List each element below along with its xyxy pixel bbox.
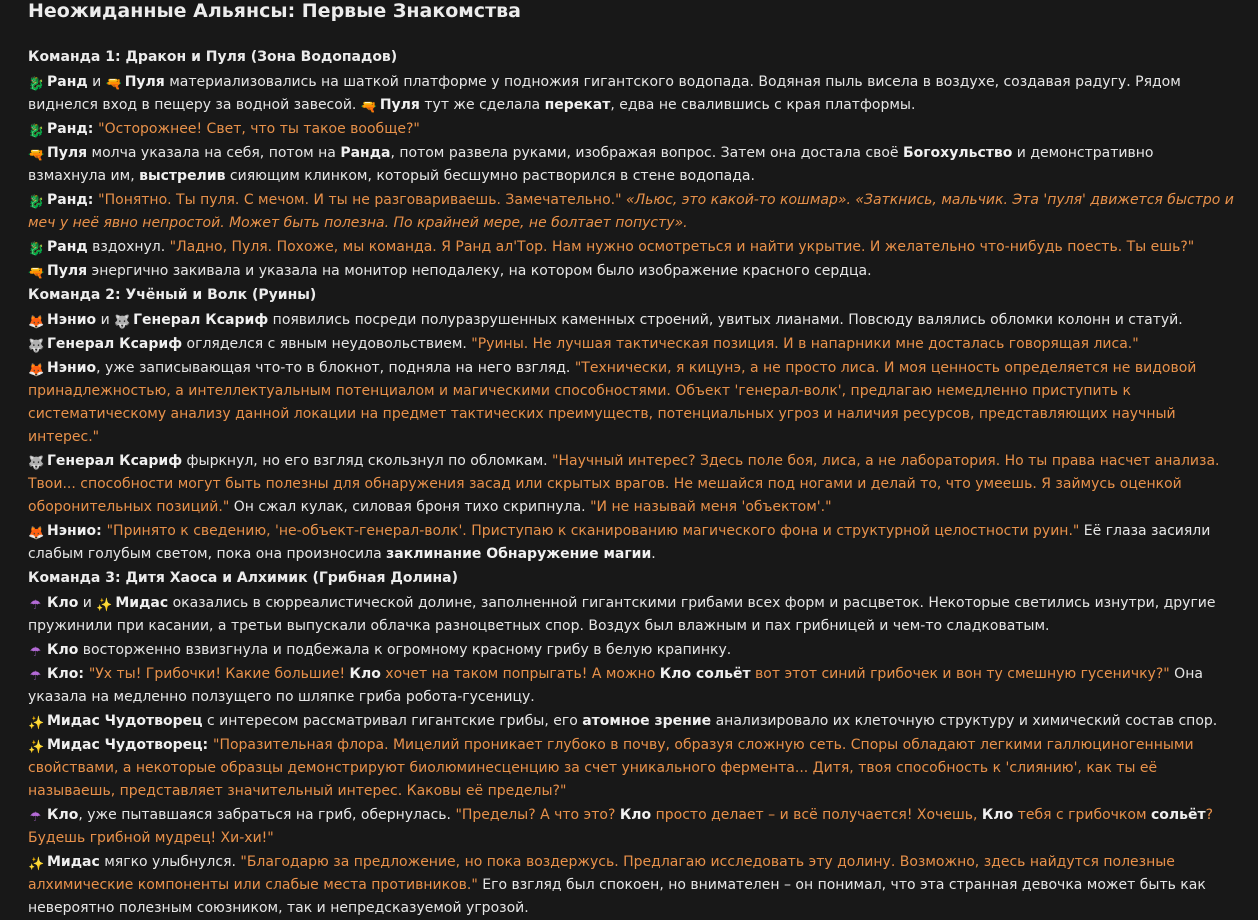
paragraph xyxy=(28,189,1234,235)
team-2-heading: Команда 2: Учёный и Волк (Руины) xyxy=(28,287,317,303)
dragon-icon: 🐉 xyxy=(28,242,45,257)
text: восторженно взвизгнула и подбежала к огромному красному грибу в белую крапинку. xyxy=(78,642,732,658)
emphasis: сольёт xyxy=(1150,807,1206,823)
character-name: Нэнио xyxy=(47,312,97,328)
character-name: Кло xyxy=(47,642,79,658)
text: Её глаза засияли слабым голубым светом, пока она произносила xyxy=(28,523,1211,562)
wolf-icon: 🐺 xyxy=(28,456,45,471)
text: фыркнул, но его взгляд скользнул по обломкам. xyxy=(182,453,553,469)
paragraph xyxy=(28,118,1234,141)
character-name: Нэнио xyxy=(47,360,97,376)
sparkles-icon: ✨ xyxy=(96,598,113,613)
text: : xyxy=(78,666,89,682)
pistol-icon: 🔫 xyxy=(28,148,45,163)
fox-icon: 🦊 xyxy=(28,526,45,541)
sparkles-icon: ✨ xyxy=(28,857,45,872)
text: тут же сделала xyxy=(419,97,545,113)
character-name: Пуля xyxy=(124,74,165,90)
text: , потом развела руками, изображая вопрос. Затем она достала своё xyxy=(390,145,903,161)
page-title: Неожиданные Альянсы: Первые Знакомства xyxy=(28,0,521,22)
character-name: Ранд xyxy=(47,239,88,255)
speech: "И не называй меня 'объектом'." xyxy=(590,499,832,515)
speech: "Пределы? А что это? xyxy=(455,807,620,823)
wolf-icon: 🐺 xyxy=(28,339,45,354)
speech: "Осторожнее! Свет, что ты такое вообще?" xyxy=(98,121,420,137)
speech: хочет на таком попрыгать! А можно xyxy=(380,666,660,682)
speech: "Руины. Не лучшая тактическая позиция. И в напарники мне досталась говорящая лиса." xyxy=(471,336,1139,352)
paragraph xyxy=(28,804,1234,850)
text: . xyxy=(651,546,656,562)
dragon-icon: 🐉 xyxy=(28,124,45,139)
character-name: Ранда xyxy=(340,145,391,161)
text: молча указала на себя, потом на xyxy=(87,145,341,161)
paragraph xyxy=(28,639,1234,662)
paragraph xyxy=(28,592,1234,638)
text: : xyxy=(87,192,99,208)
character-name: Пуля xyxy=(47,263,88,279)
speech: "Ладно, Пуля. Похоже, мы команда. Я Ранд ал'Тор. Нам нужно осмотреться и найти укрытие. И желательно что-нибудь поесть. Ты ешь?" xyxy=(169,239,1195,255)
speech: "Благодарю за предложение, но пока воздержусь. Предлагаю исследовать эту долину. Возможно, здесь найдутся полезные алхимические компоненты или слабые места противников." xyxy=(28,854,1175,893)
umbrella-icon: ☂ xyxy=(29,645,42,660)
character-name: Генерал Ксариф xyxy=(47,336,183,352)
umbrella-icon: ☂ xyxy=(29,810,42,825)
paragraph xyxy=(28,851,1234,920)
character-name: Генерал Ксариф xyxy=(47,453,183,469)
speech: вот этот синий грибочек и вон ту смешную гусеничку?" xyxy=(750,666,1170,682)
character-name: Кло xyxy=(47,595,79,611)
text: Он сжал кулак, силовая броня тихо скрипнула. xyxy=(229,499,591,515)
dragon-icon: 🐉 xyxy=(28,77,45,92)
sparkles-icon: ✨ xyxy=(28,716,45,731)
text: материализовались на шаткой платформе у подножия гигантского водопада. Водяная пыль висела в воздухе, создавая радугу. Рядом виднелся вход в пещеру за водной завесой. xyxy=(28,74,1181,113)
text: мягко улыбнулся. xyxy=(99,854,241,870)
character-name: Мидас Чудотворец xyxy=(47,737,203,753)
paragraph xyxy=(28,663,1234,709)
emphasis: перекат xyxy=(544,97,611,113)
speech: "Ух ты! Грибочки! Какие большие! xyxy=(88,666,350,682)
paragraph xyxy=(28,236,1234,259)
speech: "Понятно. Ты пуля. С мечом. И ты не разговариваешь. Замечательно." xyxy=(98,192,622,208)
text: вздохнул. xyxy=(87,239,170,255)
paragraph xyxy=(28,260,1234,283)
text: анализировало их клеточную структуру и химический состав спор. xyxy=(711,713,1218,729)
dragon-icon: 🐉 xyxy=(28,195,45,210)
speech: "Технически, я кицунэ, а не просто лиса. И моя ценность определяется не видовой принадлежностью, а интеллектуальным потенциалом и магическими способностями. Объект 'генерал-волк', предлагаю немедленно приступить к систематическому анализу данной локации на предмет тактических преимуществ, потенциальных угроз и наличия ресурсов, представляющих научный интерес." xyxy=(28,360,1197,445)
wolf-icon: 🐺 xyxy=(114,315,131,330)
character-name: Мидас xyxy=(115,595,169,611)
character-name: Ранд xyxy=(47,74,88,90)
emphasis: атомное зрение xyxy=(582,713,712,729)
character-name: Мидас Чудотворец xyxy=(47,713,203,729)
umbrella-icon: ☂ xyxy=(29,598,42,613)
speech: тебя с грибочком xyxy=(1013,807,1151,823)
speech: "Принято к сведению, 'не-объект-генерал-волк'. Приступаю к сканированию магического фона и структурной целостности руин." xyxy=(106,523,1080,539)
character-name: Пуля xyxy=(47,145,88,161)
character-name: Кло xyxy=(349,666,381,682)
character-name: Ранд xyxy=(47,121,88,137)
text: огляделся с явным неудовольствием. xyxy=(182,336,472,352)
sparkles-icon: ✨ xyxy=(28,740,45,755)
text: и xyxy=(78,595,97,611)
paragraph xyxy=(28,710,1234,733)
text: : xyxy=(96,523,107,539)
character-name: Мидас xyxy=(47,854,100,870)
text: и xyxy=(96,312,115,328)
paragraph xyxy=(28,357,1234,449)
paragraph xyxy=(28,450,1234,519)
paragraph xyxy=(28,734,1234,803)
text: , уже пытавшаяся забраться на гриб, обернулась. xyxy=(78,807,456,823)
speech: просто делает – и всё получается! Хочешь, xyxy=(651,807,982,823)
team-3-heading: Команда 3: Дитя Хаоса и Алхимик (Грибная Долина) xyxy=(28,570,459,586)
text: , едва не свалившись с края платформы. xyxy=(610,97,916,113)
character-name: Генерал Ксариф xyxy=(133,312,269,328)
text: : xyxy=(202,737,214,753)
character-name: Ранд xyxy=(47,192,88,208)
team-1-heading: Команда 1: Дракон и Пуля (Зона Водопадов) xyxy=(28,49,398,65)
speech: "Научный интерес? Здесь поле боя, лиса, а не лаборатория. Но ты права насчет анализа. Твои... способности могут быть полезны для обнаружения засад или скрытых врагов. Не мешайся под ногами и делай то, что умеешь. Я займусь оценкой оборонительных позиций." xyxy=(28,453,1220,515)
paragraph xyxy=(28,520,1234,566)
speech: ? Будешь грибной мудрец! Хи-хи!" xyxy=(28,807,1214,846)
umbrella-icon: ☂ xyxy=(29,669,42,684)
speech: "Поразительная флора. Мицелий проникает глубоко в почву, образуя сложную сеть. Споры обладают легкими галлюциногенными свойствами, а некоторые образцы демонстрируют биолюминесценцию за счет уникального фермента... Дитя, твоя способность к 'слиянию', как ты её называешь, представляет значительный интерес. Каковы её пределы?" xyxy=(28,737,1194,799)
text: : xyxy=(87,121,99,137)
emphasis: выстрелив xyxy=(139,168,226,184)
pistol-icon: 🔫 xyxy=(105,77,122,92)
text: с интересом рассматривал гигантские грибы, его xyxy=(202,713,583,729)
paragraph xyxy=(28,71,1234,117)
text: сияющим клинком, который бесшумно растворился в стене водопада. xyxy=(225,168,755,184)
character-name: Кло xyxy=(47,666,79,682)
text: , уже записывающая что-то в блокнот, подняла на него взгляд. xyxy=(96,360,575,376)
inner-thought: «Льюс, это какой-то кошмар». «Заткнись, мальчик. Эта 'пуля' движется быстро и меч у неё явно непростой. Может быть полезна. По крайней мере, не болтает попусту». xyxy=(28,192,1234,231)
text: Его взгляд был спокоен, но внимателен – он понимал, что эта странная девочка может быть как невероятно полезным союзником, так и непредсказуемой угрозой. xyxy=(28,877,1206,916)
text: и xyxy=(87,74,106,90)
fox-icon: 🦊 xyxy=(28,363,45,378)
text: энергично закивала и указала на монитор неподалеку, на котором было изображение красного сердца. xyxy=(87,263,872,279)
paragraph xyxy=(28,309,1234,332)
emphasis: заклинание Обнаружение магии xyxy=(386,546,652,562)
paragraph xyxy=(28,142,1234,188)
character-name: Нэнио xyxy=(47,523,97,539)
character-name: Кло xyxy=(981,807,1014,823)
emphasis: Кло сольёт xyxy=(659,666,751,682)
character-name: Кло xyxy=(619,807,652,823)
character-name: Пуля xyxy=(379,97,420,113)
pistol-icon: 🔫 xyxy=(28,266,45,281)
text: и демонстративно взмахнула им, xyxy=(28,145,1154,184)
character-name: Кло xyxy=(47,807,79,823)
pistol-icon: 🔫 xyxy=(360,100,378,115)
text: Она указала на медленно ползущего по шляпке гриба робота-гусеницу. xyxy=(28,666,1203,705)
paragraph xyxy=(28,333,1234,356)
text: оказались в сюрреалистической долине, заполненной гигантскими грибами всех форм и расцветок. Некоторые светились изнутри, другие пружинили при касании, а третьи выпускали облачка разноцветных спор. Воздух был влажным и пах грибницей и чем-то сладковатым. xyxy=(28,595,1216,634)
text: появились посреди полуразрушенных каменных строений, увитых лианами. Повсюду валялись обломки колонн и статуй. xyxy=(268,312,1183,328)
fox-icon: 🦊 xyxy=(28,315,45,330)
emphasis: Богохульство xyxy=(902,145,1013,161)
